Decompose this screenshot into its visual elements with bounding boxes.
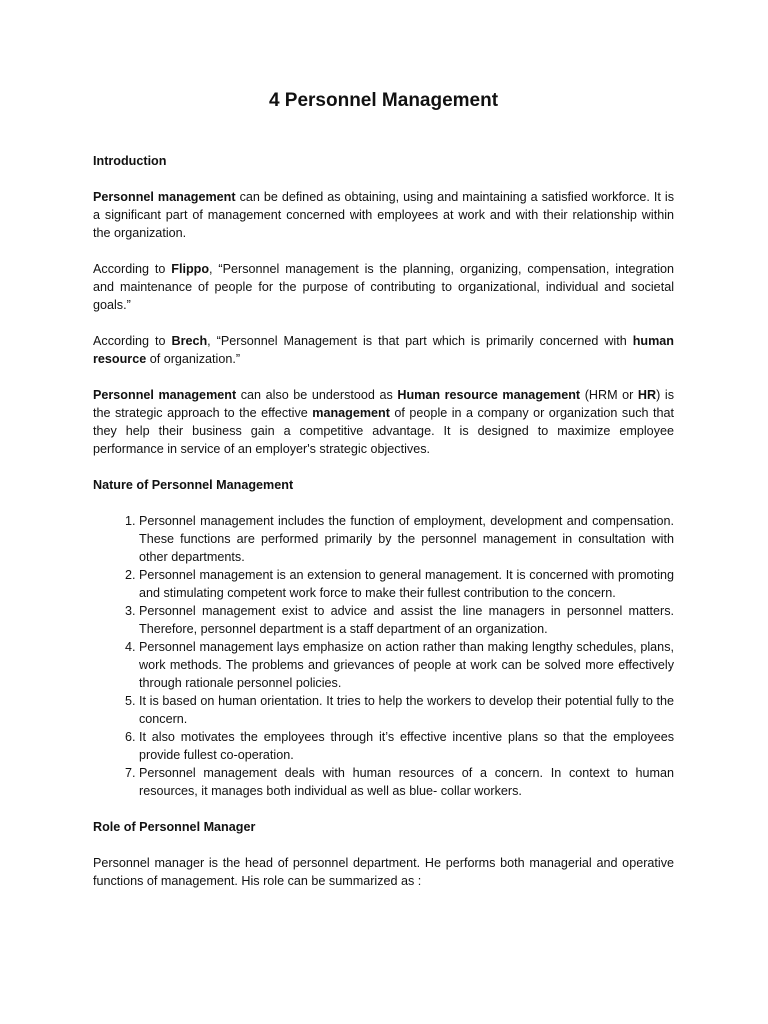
text-run: of organization.” (146, 352, 241, 366)
bold-term: Personnel management (93, 190, 236, 204)
list-item: 3. Personnel management exist to advice and assist the line managers in personnel matters. Therefore, personnel department is a staff department of an organization. (139, 602, 674, 638)
list-item: 2. Personnel management is an extension to general management. It is concerned with promoting and stimulating competent work force to make their fullest contribution to the concern. (139, 566, 674, 602)
list-item: 6. It also motivates the employees through it’s effective incentive plans so that the employees provide fullest co-operation. (139, 728, 674, 764)
list-item: 7. Personnel management deals with human resources of a concern. In context to human resources, it manages both individual as well as blue- collar workers. (139, 764, 674, 800)
bold-term: HR (637, 388, 657, 402)
bold-term: Human resource management (397, 388, 581, 402)
section-heading-introduction: Introduction (93, 154, 167, 168)
nature-list (93, 512, 674, 800)
paragraph-brech-quote (93, 332, 674, 368)
paragraph-definition (93, 188, 674, 242)
text-run: According to (93, 262, 172, 276)
list-item: 4. Personnel management lays emphasize on action rather than making lengthy schedules, plans, work methods. The problems and grievances of people at work can be solved more effectively through rationale personnel policies. (139, 638, 674, 692)
bold-term: Brech (171, 334, 208, 348)
paragraph-hrm (93, 386, 674, 458)
list-item: 5. It is based on human orientation. It tries to help the workers to develop their potential fully to the concern. (139, 692, 674, 728)
text-run: can be defined as obtaining, using and maintaining a satisfied workforce. It is a significant part of management concerned with employees at work and with their relationship within the organization. (93, 190, 674, 240)
paragraph-flippo-quote (93, 260, 674, 314)
section-heading-nature: Nature of Personnel Management (93, 478, 294, 492)
text-run: can also be understood as (236, 388, 398, 402)
bold-term: Personnel management (93, 388, 237, 402)
document-body (93, 88, 674, 908)
text-run: , “Personnel management is the planning, organizing, compensation, integration and maintenance of people for the purpose of contributing to organizational, individual and societal goals.” (93, 262, 674, 312)
paragraph-role: Personnel manager is the head of personnel department. He performs both managerial and operative functions of management. His role can be summarized as : (93, 856, 674, 888)
text-run: According to (93, 334, 172, 348)
page-title: 4 Personnel Management (268, 90, 499, 111)
text-run: of people in a company or organization such that they help their business gain a competitive advantage. It is designed to maximize employee performance in service of an employer's strategic objectives. (93, 406, 675, 456)
text-run: ) is the strategic approach to the effective (93, 388, 674, 420)
text-run: (HRM or (580, 388, 638, 402)
bold-term: human resource (93, 334, 674, 366)
section-heading-role: Role of Personnel Manager (93, 820, 256, 834)
bold-term: management (312, 406, 390, 420)
text-run: , “Personnel Management is that part which is primarily concerned with (207, 334, 633, 348)
list-item: 1. Personnel management includes the function of employment, development and compensation. These functions are performed primarily by the personnel management in consultation with other departments. (139, 512, 674, 566)
bold-term: Flippo (171, 262, 210, 276)
